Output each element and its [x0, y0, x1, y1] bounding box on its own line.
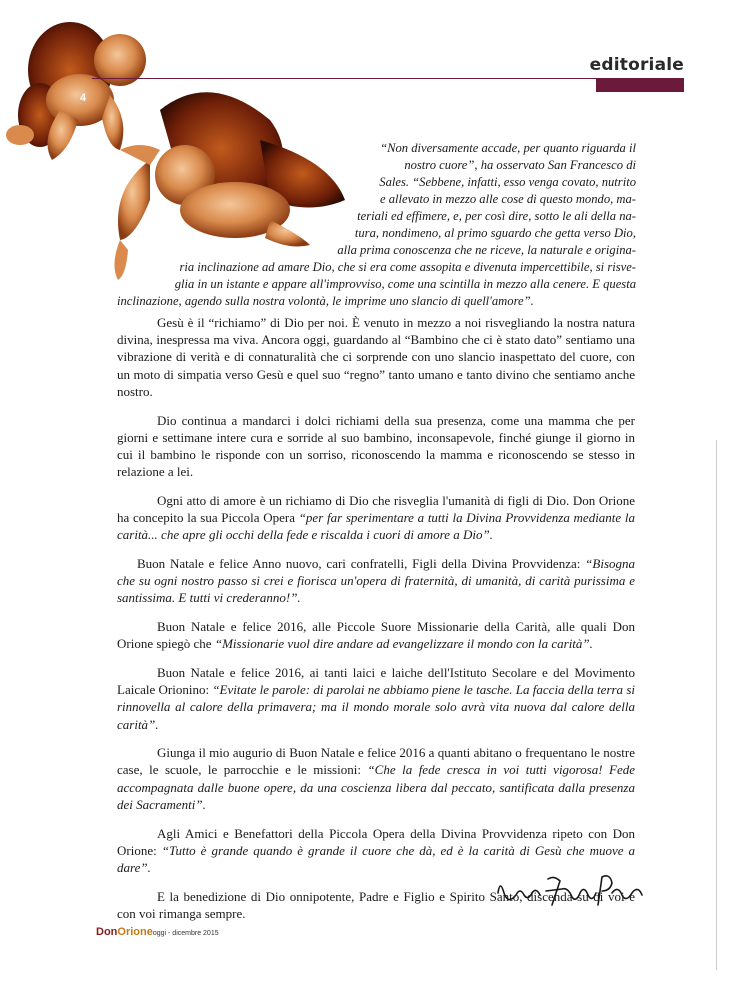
page-number: 4	[80, 92, 87, 104]
paragraph-quote: “Missionarie vuol dire andare ad evangelizzare il mondo con la carità”.	[214, 636, 593, 652]
intro-line: inclinazione, agendo sulla nostra volontà, le imprime uno slancio di quell'amore”.	[117, 294, 534, 308]
footer-issue: oggi - dicembre 2015	[152, 930, 219, 937]
footer-brand-orione: Orione	[117, 926, 153, 938]
paragraph: E la benedizione di Dio onnipotente, Padre e Figlio e Spirito Santo, discenda su di voi e con voi rimanga sempre.	[117, 888, 635, 921]
intro-line: ria inclinazione ad amare Dio, che si era come assopita e divenuta impercettibile, si risve-	[179, 260, 636, 274]
paragraph-text: Buon Natale e felice 2016, ai tanti laici e laiche dell'Istituto Secolare e del Movimento Laicale Orionino:	[117, 664, 635, 698]
intro-line: alla prima conoscenza che ne riceve, la naturale e origina-	[337, 243, 636, 257]
paragraph-text: Ogni atto di amore è un richiamo di Dio che risveglia l'umanità di figli di Dio. Don Orione ha concepito la sua Piccola Opera	[117, 492, 635, 526]
paragraph-quote: “Che la fede cresca in voi tutti vigorosa! Fede accompagnata dalle buone opere, da una coscienza libera dal peccato, santificata dalla presenza dei Sacramenti”.	[117, 762, 635, 812]
article-body	[117, 314, 635, 934]
paragraph-quote: “Evitate le parole: di parolai ne abbiamo piene le tasche. La faccia della terra si rinnovella al calore della primavera; ma il mondo morale solo avrà vita nuova dal calore della carità”.	[117, 682, 635, 732]
intro-quote	[0, 0, 750, 310]
intro-line: nostro cuore”, ha osservato San Francesco di	[404, 158, 636, 172]
paragraph	[117, 744, 635, 813]
paragraph	[117, 664, 635, 733]
intro-line: teriali ed effimere, e, per così dire, sotto le ali della na-	[357, 209, 636, 223]
footer-brand	[96, 926, 219, 938]
signature	[490, 865, 650, 915]
intro-line: “Non diversamente accade, per quanto riguarda il	[380, 141, 636, 155]
paragraph: Gesù è il “richiamo” di Dio per noi. È venuto in mezzo a noi risvegliando la nostra natura divina, inespressa ma viva. Ancora oggi, guardando al “Bambino che ci è stato dato” sentiamo una vibrazione di verità e di connaturalità che ci sorprende con uno slancio inaspettato del cuore, con un moto di simpatia verso Gesù e quel suo “regno” tanto umano e tanto divino che sentiamo anche nostro.	[117, 315, 635, 399]
paragraph: Dio continua a mandarci i dolci richiami della sua presenza, come una mamma che per giorni e settimane intere cura e sorride al suo bambino, inconsapevole, finché giunge il giorno in cui il bambino le risponde con un sorriso, riconoscendo la mamma e riconoscendo se stesso in relazione a lei.	[117, 412, 635, 480]
footer-brand-don: Don	[96, 926, 118, 938]
paragraph-quote: “Bisogna che su ogni nostro passo si crei e fiorisca un'opera di fraternità, di umanità, di carità purissima e santissima. E tutti vi crederanno!”.	[117, 555, 635, 606]
paragraph-text: Buon Natale e felice 2016, alle Piccole Suore Missionarie della Carità, alle quali Don Orione spiegò che	[117, 619, 635, 652]
intro-line: Sales. “Sebbene, infatti, esso venga covato, nutrito	[379, 175, 636, 189]
paragraph-quote: “Tutto è grande quando è grande il cuore che dà, ed è la carità di Gesù che muove a dare”.	[117, 842, 636, 875]
paragraph	[117, 555, 635, 607]
paragraph-quote: “per far sperimentare a tutti la Divina Provvidenza mediante la carità... che apre gli occhi della fede e riscalda i cuori di amore a Dio”.	[117, 510, 635, 543]
paragraph-text: Buon Natale e felice Anno nuovo, cari confratelli, Figli della Divina Provvidenza:	[137, 555, 586, 571]
paragraph	[117, 492, 635, 544]
paragraph-text: Giunga il mio augurio di Buon Natale e felice 2016 a quanti abitano o frequentano le nostre case, le scuole, le parrocchie e le missioni:	[117, 745, 635, 778]
intro-line: glia in un istante e appare all'improvviso, come una scintilla in mezzo alla cenere. E questa	[174, 277, 636, 291]
section-title: editoriale	[589, 55, 684, 75]
intro-line: e allevato in mezzo alle cose di questo mondo, ma-	[379, 192, 636, 206]
paragraph-text: Agli Amici e Benefattori della Piccola Opera della Divina Provvidenza ripeto con Don Orione:	[117, 825, 635, 858]
intro-line: tura, nondimeno, al primo sguardo che getta verso Dio,	[354, 226, 636, 240]
page-edge-line	[716, 440, 717, 970]
paragraph	[117, 618, 635, 652]
